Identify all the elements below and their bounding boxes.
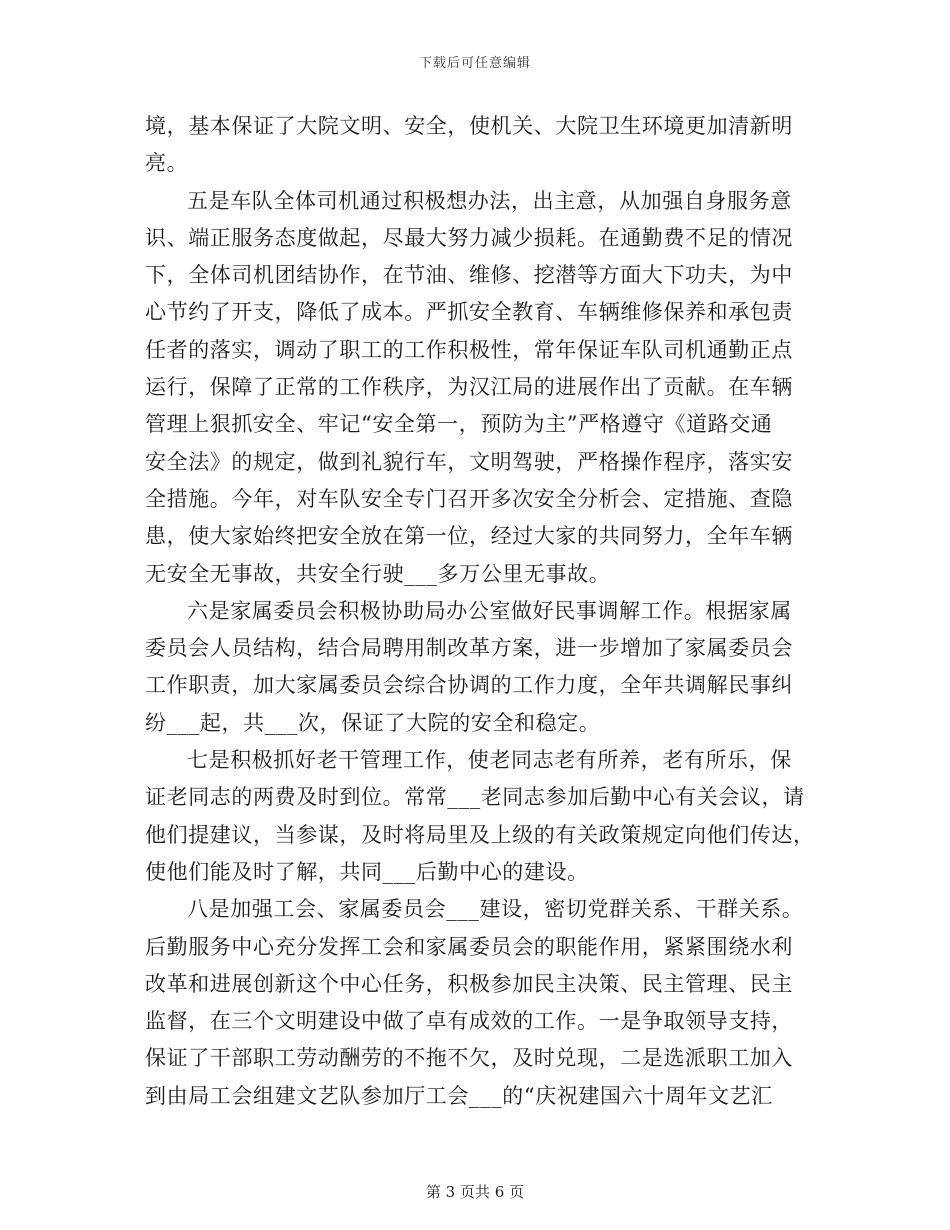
text-line: 安全法》的规定，做到礼貌行车，文明驾驶，严格操作程序，落实安 — [145, 449, 793, 474]
text-line: 证老同志的两费及时到位。常常___老同志参加后勤中心有关会议，请 — [145, 785, 805, 810]
text-line: 他们提建议，当参谋，及时将局里及上级的有关政策规定向他们传达， — [145, 822, 815, 847]
text-line: 任者的落实，调动了职工的工作积极性，常年保证车队司机通勤正点 — [145, 337, 793, 362]
text-line: 境，基本保证了大院文明、安全，使机关、大院卫生环境更加清新明 — [145, 114, 793, 138]
text-line: 五是车队全体司机通过积极想办法，出主意，从加强自身服务意 — [187, 188, 792, 213]
text-line: 识、端正服务态度做起，尽最大努力减少损耗。在通勤费不足的情况 — [145, 225, 793, 250]
text-line: 改革和进展创新这个中心任务，积极参加民主决策、民主管理、民主 — [145, 971, 793, 996]
text-line: 亮。 — [145, 151, 189, 176]
text-line: 无安全无事故，共安全行驶___多万公里无事故。 — [145, 561, 611, 586]
document-body — [145, 108, 815, 1115]
text-line: 保证了干部职工劳动酬劳的不拖不欠，及时兑现，二是选派职工加入 — [145, 1046, 793, 1071]
text-line: 六是家属委员会积极协助局办公室做好民事调解工作。根据家属 — [187, 598, 792, 623]
text-line: 委员会人员结构，结合局聘用制改革方案，进一步增加了家属委员会 — [145, 636, 793, 661]
text-line: 监督，在三个文明建设中做了卓有成效的工作。一是争取领导支持， — [145, 1009, 793, 1034]
text-line: 工作职责，加大家属委员会综合协调的工作力度，全年共调解民事纠 — [145, 673, 793, 698]
text-line: 后勤服务中心充分发挥工会和家属委员会的职能作用，紧紧围绕水利 — [145, 934, 793, 959]
text-line: 运行，保障了正常的工作秩序，为汉江局的进展作出了贡献。在车辆 — [145, 375, 793, 400]
text-line: 到由局工会组建文艺队参加厅工会___的“庆祝建国六十周年文艺汇 — [145, 1083, 773, 1108]
text-line: 全措施。今年，对车队安全专门召开多次安全分析会、定措施、查隐 — [145, 486, 793, 511]
text-line: 纷___起，共___次，保证了大院的安全和稳定。 — [145, 710, 601, 735]
text-line: 使他们能及时了解，共同___后勤中心的建设。 — [145, 859, 589, 884]
text-line: 八是加强工会、家属委员会___建设，密切党群关系、干群关系。 — [187, 897, 804, 922]
text-line: 七是积极抓好老干管理工作，使老同志老有所养，老有所乐，保 — [187, 748, 792, 773]
page-header: 下载后可任意编辑 — [418, 56, 531, 71]
text-line: 下，全体司机团结协作，在节油、维修、挖潜等方面大下功夫，为中 — [145, 263, 793, 288]
text-line: 心节约了开支，降低了成本。严抓安全教育、车辆维修保养和承包责 — [145, 300, 793, 325]
page-footer: 第 3 页共 6 页 — [425, 1183, 525, 1201]
text-line: 患，使大家始终把安全放在第一位，经过大家的共同努力，全年车辆 — [145, 524, 793, 549]
text-line: 管理上狠抓安全、牢记“安全第一，预防为主”严格遵守《道路交通 — [145, 412, 773, 437]
